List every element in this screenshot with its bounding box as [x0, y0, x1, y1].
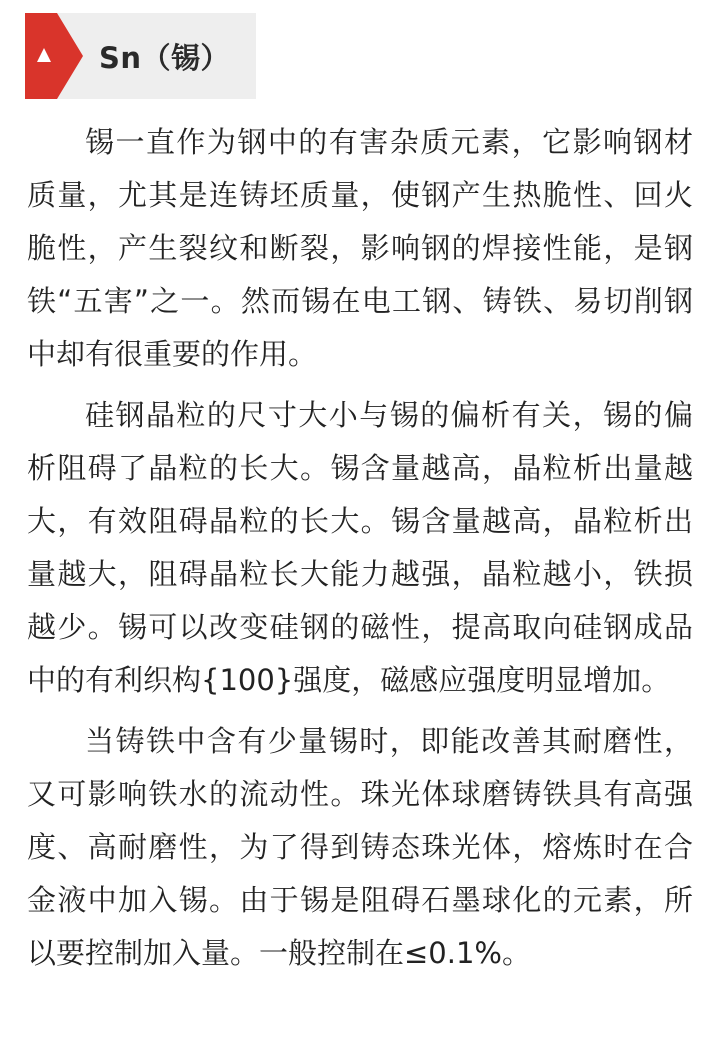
section-title: Sn（锡） [99, 40, 231, 75]
section-marker [25, 13, 85, 99]
article-body [27, 116, 693, 988]
paragraph: 硅钢晶粒的尺寸大小与锡的偏析有关，锡的偏析阻碍了晶粒的长大。锡含量越高，晶粒析出量越大，有效阻碍晶粒的长大。锡含量越高，晶粒析出量越大，阻碍晶粒长大能力越强，晶粒越小，铁损越少。锡可以改变硅钢的磁性，提高取向硅钢成品中的有利织构{100}强度，磁感应强度明显增加。 [27, 398, 693, 697]
triangle-up-icon [37, 48, 51, 62]
paragraph: 当铸铁中含有少量锡时，即能改善其耐磨性，又可影响铁水的流动性。珠光体球磨铸铁具有高强度、高耐磨性，为了得到铸态珠光体，熔炼时在合金液中加入锡。由于锡是阻碍石墨球化的元素，所以要控制加入量。一般控制在≤0.1%。 [27, 724, 693, 970]
marker-badge-shape [25, 13, 85, 99]
paragraph: 锡一直作为钢中的有害杂质元素，它影响钢材质量，尤其是连铸坯质量，使钢产生热脆性、回火脆性，产生裂纹和断裂，影响钢的焊接性能，是钢铁“五害”之一。然而锡在电工钢、铸铁、易切削钢中却有很重要的作用。 [27, 125, 693, 371]
section-header [25, 13, 256, 99]
